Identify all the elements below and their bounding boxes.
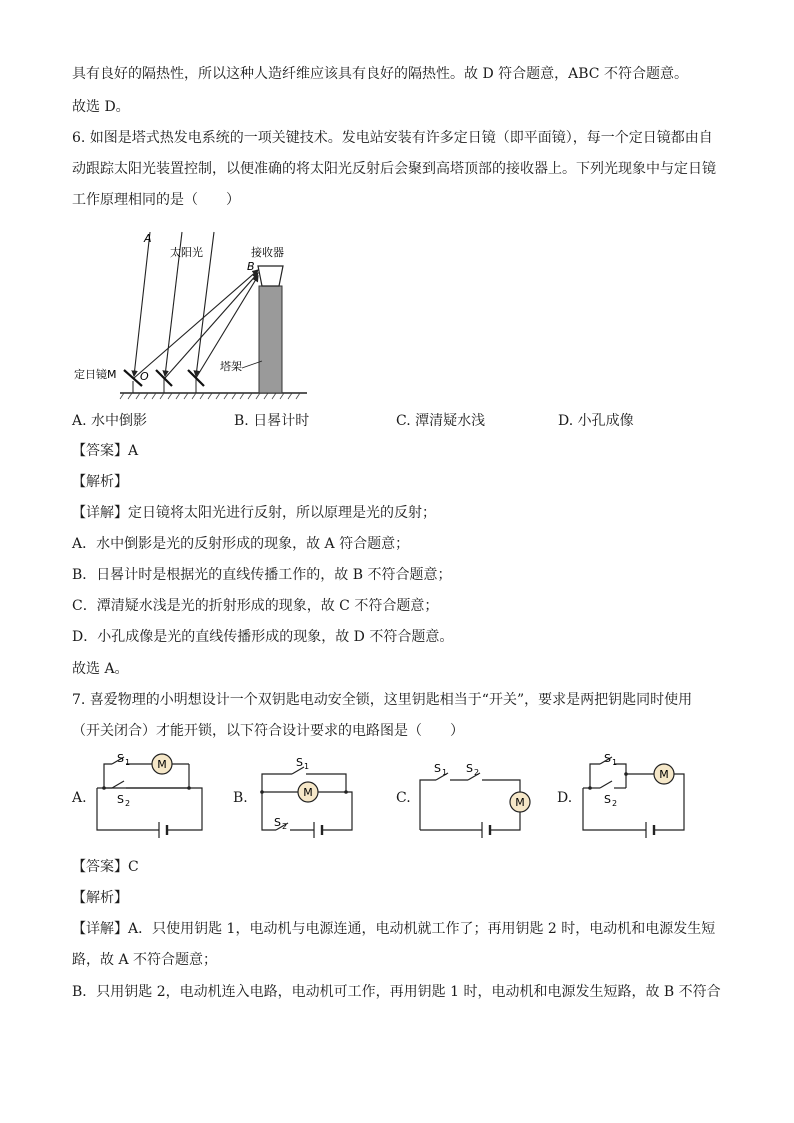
- q6-detail-d: D．小孔成像是光的直线传播形成的现象，故 D 不符合题意。: [72, 629, 454, 645]
- circuit-a: [90, 752, 210, 840]
- circuit-b: [252, 752, 364, 840]
- intro-line-1: 具有良好的隔热性，所以这种人造纤维应该具有良好的隔热性。故 D 符合题意，ABC 不符合题意。: [72, 66, 688, 82]
- circuit-c: [414, 752, 534, 840]
- label-sunlight: 太阳光: [170, 246, 203, 259]
- motor-m: M: [515, 796, 525, 809]
- q6-stem-1: 6. 如图是塔式热发电系统的一项关键技术。发电站安装有许多定日镜（即平面镜），每一个定日镜都由自: [72, 130, 713, 146]
- label-point-b: B: [247, 260, 255, 273]
- q7-answer: 【答案】C: [72, 859, 139, 875]
- q6-option-b: B. 日晷计时: [234, 413, 310, 429]
- q7-stem-2: （开关闭合）才能开锁，以下符合设计要求的电路图是（ ）: [72, 723, 464, 739]
- q6-detail-a: A．水中倒影是光的反射形成的现象，故 A 符合题意；: [72, 536, 410, 552]
- q6-detail: 【详解】定日镜将太阳光进行反射，所以原理是光的反射；: [72, 505, 436, 521]
- switch-s1: S: [296, 756, 303, 769]
- svg-text:1: 1: [304, 762, 310, 771]
- q7-option-b-label: B.: [233, 790, 248, 806]
- q7-option-d-label: D.: [557, 790, 573, 806]
- q7-analysis: 【解析】: [72, 890, 128, 906]
- switch-s1: S: [604, 752, 611, 765]
- q7-option-c-label: C.: [396, 790, 411, 806]
- q7-detail-2: 路，故 A 不符合题意；: [72, 952, 218, 968]
- q7-detail-3: B．只用钥匙 2，电动机连入电路，电动机可工作，再用钥匙 1 时，电动机和电源发生短路，故 B 不符合: [72, 984, 721, 1000]
- svg-text:2: 2: [474, 768, 480, 777]
- label-tower: 塔架: [220, 360, 242, 373]
- circuit-d: [576, 752, 692, 840]
- q6-answer: 【答案】A: [72, 443, 139, 459]
- q7-detail-1: 【详解】A．只使用钥匙 1，电动机与电源连通，电动机就工作了；再用钥匙 2 时，电动机和电源发生短: [72, 921, 716, 937]
- q6-option-c: C. 潭清疑水浅: [396, 413, 486, 429]
- switch-s1: S: [117, 752, 124, 765]
- q7-stem-1: 7. 喜爱物理的小明想设计一个双钥匙电动安全锁，这里钥匙相当于“开关”，要求是两把钥匙同时使用: [72, 692, 693, 708]
- intro-line-2: 故选 D。: [72, 99, 130, 115]
- q6-stem-2: 动跟踪太阳光装置控制，以便准确的将太阳光反射后会聚到高塔顶部的接收器上。下列光现象中与定日镜: [72, 161, 716, 177]
- svg-text:1: 1: [125, 758, 131, 767]
- svg-text:1: 1: [612, 758, 618, 767]
- q6-options: [72, 410, 732, 432]
- motor-m: M: [659, 768, 669, 781]
- svg-text:1: 1: [442, 768, 448, 777]
- label-receiver: 接收器: [251, 246, 284, 259]
- q7-option-a-label: A.: [72, 790, 87, 806]
- motor-m: M: [157, 758, 167, 771]
- svg-text:2: 2: [612, 799, 618, 808]
- q6-stem-3: 工作原理相同的是（ ）: [72, 192, 240, 208]
- switch-s2: S: [117, 793, 124, 806]
- label-point-o: O: [140, 370, 149, 383]
- q6-detail-c: C．潭清疑水浅是光的折射形成的现象，故 C 不符合题意；: [72, 598, 439, 614]
- motor-m: M: [303, 786, 313, 799]
- svg-text:2: 2: [125, 799, 131, 808]
- switch-s2: S: [274, 816, 281, 829]
- switch-s2: S: [466, 762, 473, 775]
- heliostat-diagram: [72, 218, 322, 400]
- q6-option-d: D. 小孔成像: [558, 413, 634, 429]
- q6-analysis: 【解析】: [72, 474, 128, 490]
- q6-conclusion: 故选 A。: [72, 661, 129, 677]
- label-ray-a: A: [144, 232, 152, 245]
- q6-detail-b: B．日晷计时是根据光的直线传播工作的，故 B 不符合题意；: [72, 567, 452, 583]
- switch-s1: S: [434, 762, 441, 775]
- svg-text:2: 2: [282, 822, 288, 831]
- label-heliostat-m: 定日镜M: [74, 368, 117, 381]
- switch-s2: S: [604, 793, 611, 806]
- q6-option-a: A. 水中倒影: [72, 413, 148, 429]
